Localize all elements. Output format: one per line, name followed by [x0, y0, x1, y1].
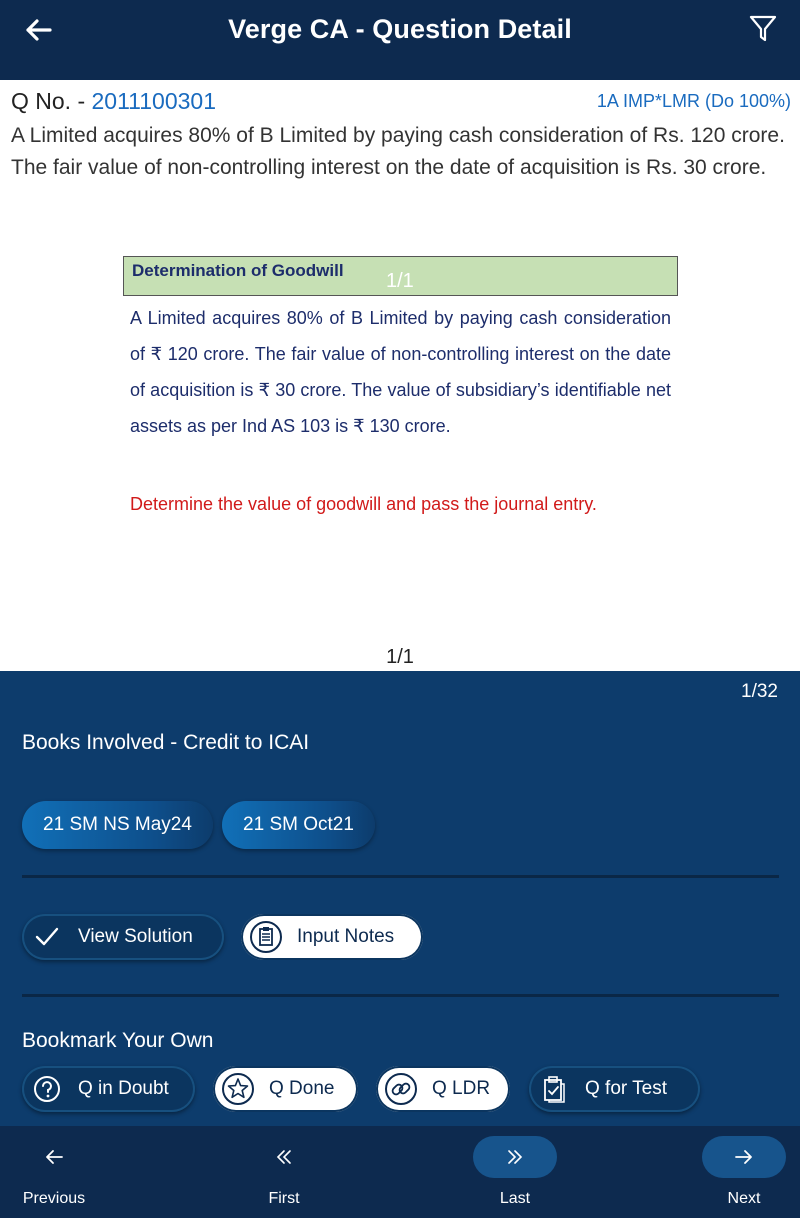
book-chip[interactable]: 21 SM Oct21 — [222, 801, 375, 849]
double-chevron-left-icon — [242, 1136, 326, 1178]
next-label: Next — [727, 1190, 761, 1207]
question-tag: 1A IMP*LMR (Do 100%) — [596, 91, 791, 111]
input-notes-label: Input Notes — [297, 926, 395, 947]
question-header — [11, 88, 791, 118]
last-button[interactable] — [455, 1136, 575, 1208]
last-label: Last — [499, 1190, 531, 1207]
bookmark-title: Bookmark Your Own — [22, 1029, 214, 1052]
question-number-prefix: Q No. - — [11, 88, 92, 114]
image-body-text: A Limited acquires 80% of B Limited by paying cash consideration of ₹ 120 crore. The fair value of non-controlling interest on the date of acquisition is ₹ 30 crore. The value of subsidiary’s identifiable net assets as per Ind AS 103 is ₹ 130 crore. — [130, 308, 671, 436]
arrow-right-icon — [702, 1136, 786, 1178]
q-in-doubt-button[interactable] — [22, 1066, 195, 1112]
question-position: 1/32 — [741, 681, 778, 702]
next-button[interactable] — [684, 1136, 800, 1208]
question-text: A Limited acquires 80% of B Limited by paying cash consideration of Rs. 120 crore. The fair value of non-controlling interest on the date of acquisition is Rs. 30 crore. — [11, 124, 785, 179]
check-icon — [30, 920, 64, 954]
app-header — [0, 0, 800, 80]
image-heading-box — [123, 256, 678, 296]
question-number: 2011100301 — [91, 88, 217, 114]
question-image — [123, 256, 678, 546]
question-number-label — [11, 88, 216, 115]
view-solution-label: View Solution — [78, 926, 193, 947]
bottom-navigation — [0, 1126, 800, 1218]
link-icon — [384, 1072, 418, 1106]
q-done-label: Q Done — [269, 1078, 335, 1099]
q-for-test-label: Q for Test — [585, 1078, 668, 1099]
clipboard-check-icon — [537, 1072, 571, 1106]
arrow-left-icon — [12, 1136, 96, 1178]
image-ask-text: Determine the value of goodwill and pass the journal entry. — [130, 494, 597, 514]
star-icon — [221, 1072, 255, 1106]
image-page-watermark: 1/1 — [386, 270, 414, 292]
divider — [22, 875, 779, 878]
previous-label: Previous — [22, 1190, 86, 1207]
first-label: First — [268, 1190, 300, 1207]
q-for-test-button[interactable] — [529, 1066, 700, 1112]
q-in-doubt-label: Q in Doubt — [78, 1078, 169, 1099]
q-done-button[interactable] — [213, 1066, 358, 1112]
page-title: Verge CA - Question Detail — [228, 14, 572, 44]
divider — [22, 994, 779, 997]
image-pagination: 1/1 — [386, 646, 414, 668]
q-ldr-label: Q LDR — [432, 1078, 491, 1099]
previous-button[interactable] — [0, 1136, 114, 1208]
question-mark-icon — [30, 1072, 64, 1106]
image-heading: Determination of Goodwill — [132, 261, 344, 280]
book-chip[interactable]: 21 SM NS May24 — [22, 801, 213, 849]
notes-icon — [249, 920, 283, 954]
books-title: Books Involved - Credit to ICAI — [22, 731, 310, 754]
double-chevron-right-icon — [473, 1136, 557, 1178]
first-button[interactable] — [224, 1136, 344, 1208]
filter-icon[interactable] — [748, 14, 778, 44]
input-notes-button[interactable] — [241, 914, 423, 960]
view-solution-button[interactable] — [22, 914, 224, 960]
question-actions-panel — [0, 671, 800, 1126]
q-ldr-button[interactable] — [376, 1066, 510, 1112]
